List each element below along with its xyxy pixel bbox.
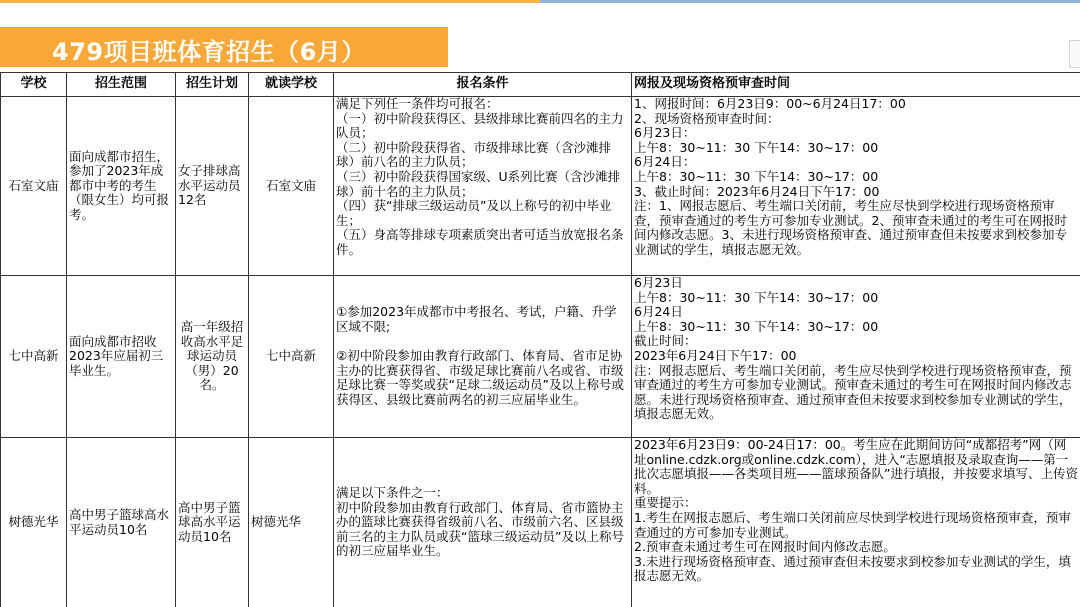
cell-plan: 高中男子篮球高水平运动员10名 — [176, 438, 249, 607]
time-line: 6月24日 — [634, 304, 683, 320]
header-school: 学校 — [1, 73, 67, 97]
condition-line: ②初中阶段参加由教育行政部门、体育局、省市足协主办的比赛获得省、市级足球比赛前八名或省、市级足球比赛一等奖或获“足球二级运动员”及以上称号或获得区、县级比赛前两名的初三应届毕业生。 — [336, 348, 624, 407]
time-line: 2023年6月23日9：00-24日17：00。考生应在此期间访问“成都招考”网（网址online.cdzk.org或online.cdzk.com），进入“志愿填报及录取查询——第一批次志愿填报——各类项目班——篮球预备队”进行填报，并按要求填写、上传资料。 — [634, 437, 1078, 496]
time-line: 3.未进行现场资格预审查、通过预审查但未按要求到校参加专业测试的学生，填报志愿无效。 — [634, 553, 1071, 584]
page-title: 479项目班体育招生（6月） — [52, 38, 366, 66]
time-line: 上午8：30~11：30 下午14：30~17：00 — [634, 168, 879, 184]
cell-conditions — [334, 438, 632, 607]
condition-spacer — [336, 335, 629, 350]
cell-plan: 高一年级招收高水平足球运动员（男）20名。 — [176, 276, 249, 438]
time-line: 3、截止时间：2023年6月24日下午17：00 — [634, 183, 880, 199]
time-note: 注：1、网报志愿后、考生端口关闭前，考生应尽快到学校进行现场资格预审查，预审查通过的考生方可参加专业测试。2、预审查未通过的考生可在网报时间内修改志愿。3、未进行现场资格预审查、通过预审查但未按要求到校参加专业测试的学生，填报志愿无效。 — [634, 198, 1067, 257]
top-accent-blue — [540, 0, 1080, 3]
time-line: 上午8：30~11：30 下午14：30~17：00 — [634, 139, 879, 155]
condition-line: 初中阶段参加由教育行政部门、体育局、省市篮协主办的篮球比赛获得省级前八名、市级前六名、区县级前三名的主力队员或获“篮球三级运动员”及以上称号的初三应届毕业生。 — [336, 499, 624, 559]
condition-line: （二）初中阶段获得省、市级排球比赛（含沙滩排球）前八名的主力队员； — [336, 139, 612, 170]
cell-times — [632, 276, 1080, 438]
condition-line: （三）初中阶段获得国家级、U系列比赛（含沙滩排球）前十名的主力队员； — [336, 168, 621, 199]
time-line: 截止时间： — [634, 333, 697, 349]
header-plan: 招生计划 — [176, 73, 249, 97]
cell-times — [632, 97, 1080, 276]
header-study-school: 就读学校 — [249, 73, 334, 97]
cell-times — [632, 438, 1080, 607]
time-line: 重要提示： — [634, 495, 697, 511]
condition-line: ①参加2023年成都市中考报名、考试，户籍、升学区域不限; — [336, 304, 617, 335]
time-line: 2.预审查未通过考生可在网报时间内修改志愿。 — [634, 539, 896, 555]
cell-study-school: 石室文庙 — [249, 97, 334, 276]
cell-conditions — [334, 97, 632, 276]
time-line: 1、网报时间：6月23日9：00~6月24日17：00 — [634, 96, 906, 111]
condition-line: （四）获“排球三级运动员”及以上称号的初中毕业生； — [336, 198, 612, 228]
time-line: 2、现场资格预审查时间： — [634, 110, 780, 126]
cell-school: 石室文庙 — [1, 97, 67, 276]
cell-scope: 高中男子篮球高水平运动员10名 — [67, 438, 176, 607]
cell-conditions — [334, 276, 632, 438]
top-accent-orange — [0, 0, 540, 3]
header-conditions: 报名条件 — [334, 73, 632, 97]
condition-line: 满足以下条件之一： — [336, 485, 449, 501]
header-times: 网报及现场资格预审查时间 — [632, 73, 1080, 97]
header-scope: 招生范围 — [67, 73, 176, 97]
condition-line: （五）身高等排球专项素质突出者可适当放宽报名条件。 — [336, 227, 624, 257]
time-line: 6月24日： — [634, 154, 696, 170]
time-line: 6月23日 — [634, 275, 683, 290]
time-line: 2023年6月24日下午17：00 — [634, 347, 797, 363]
table-row — [1, 438, 1080, 607]
cell-scope: 面向成都市招收2023年应届初三毕业生。 — [67, 276, 176, 438]
time-line: 1.考生在网报志愿后、考生端口关闭前应尽快到学校进行现场资格预审查，预审查通过的方可参加专业测试。 — [634, 509, 1071, 540]
cell-plan: 女子排球高水平运动员12名 — [176, 97, 249, 276]
condition-line: （一）初中阶段获得区、县级排球比赛前四名的主力队员； — [336, 110, 624, 141]
cell-study-school: 树德光华 — [249, 438, 334, 607]
time-note: 注：网报志愿后、考生端口关闭前，考生应尽快到学校进行现场资格预审查，预审查通过的考生方可参加专业测试。预审查未通过的考生可在网报时间内修改志愿。未进行现场资格预审查、通过预审查但未按要求到校参加专业测试的学生，填报志愿无效。 — [634, 362, 1072, 422]
table-header-row — [1, 73, 1080, 97]
time-line: 上午8：30~11：30 下午14：30~17：00 — [634, 289, 879, 305]
cell-school: 树德光华 — [1, 438, 67, 607]
cell-scope: 面向成都市招生，参加了2023年成都市中考的考生（限女生）均可报考。 — [67, 97, 176, 276]
cell-school: 七中高新 — [1, 276, 67, 438]
time-line: 上午8：30~11：30 下午14：30~17：00 — [634, 318, 879, 334]
cell-study-school: 七中高新 — [249, 276, 334, 438]
admission-table — [0, 72, 1080, 607]
title-banner — [0, 27, 448, 67]
table-row — [1, 97, 1080, 276]
corner-decoration — [1069, 40, 1080, 68]
condition-line: 满足下列任一条件均可报名： — [336, 96, 499, 111]
table-row — [1, 276, 1080, 438]
time-line: 6月23日： — [634, 125, 696, 141]
